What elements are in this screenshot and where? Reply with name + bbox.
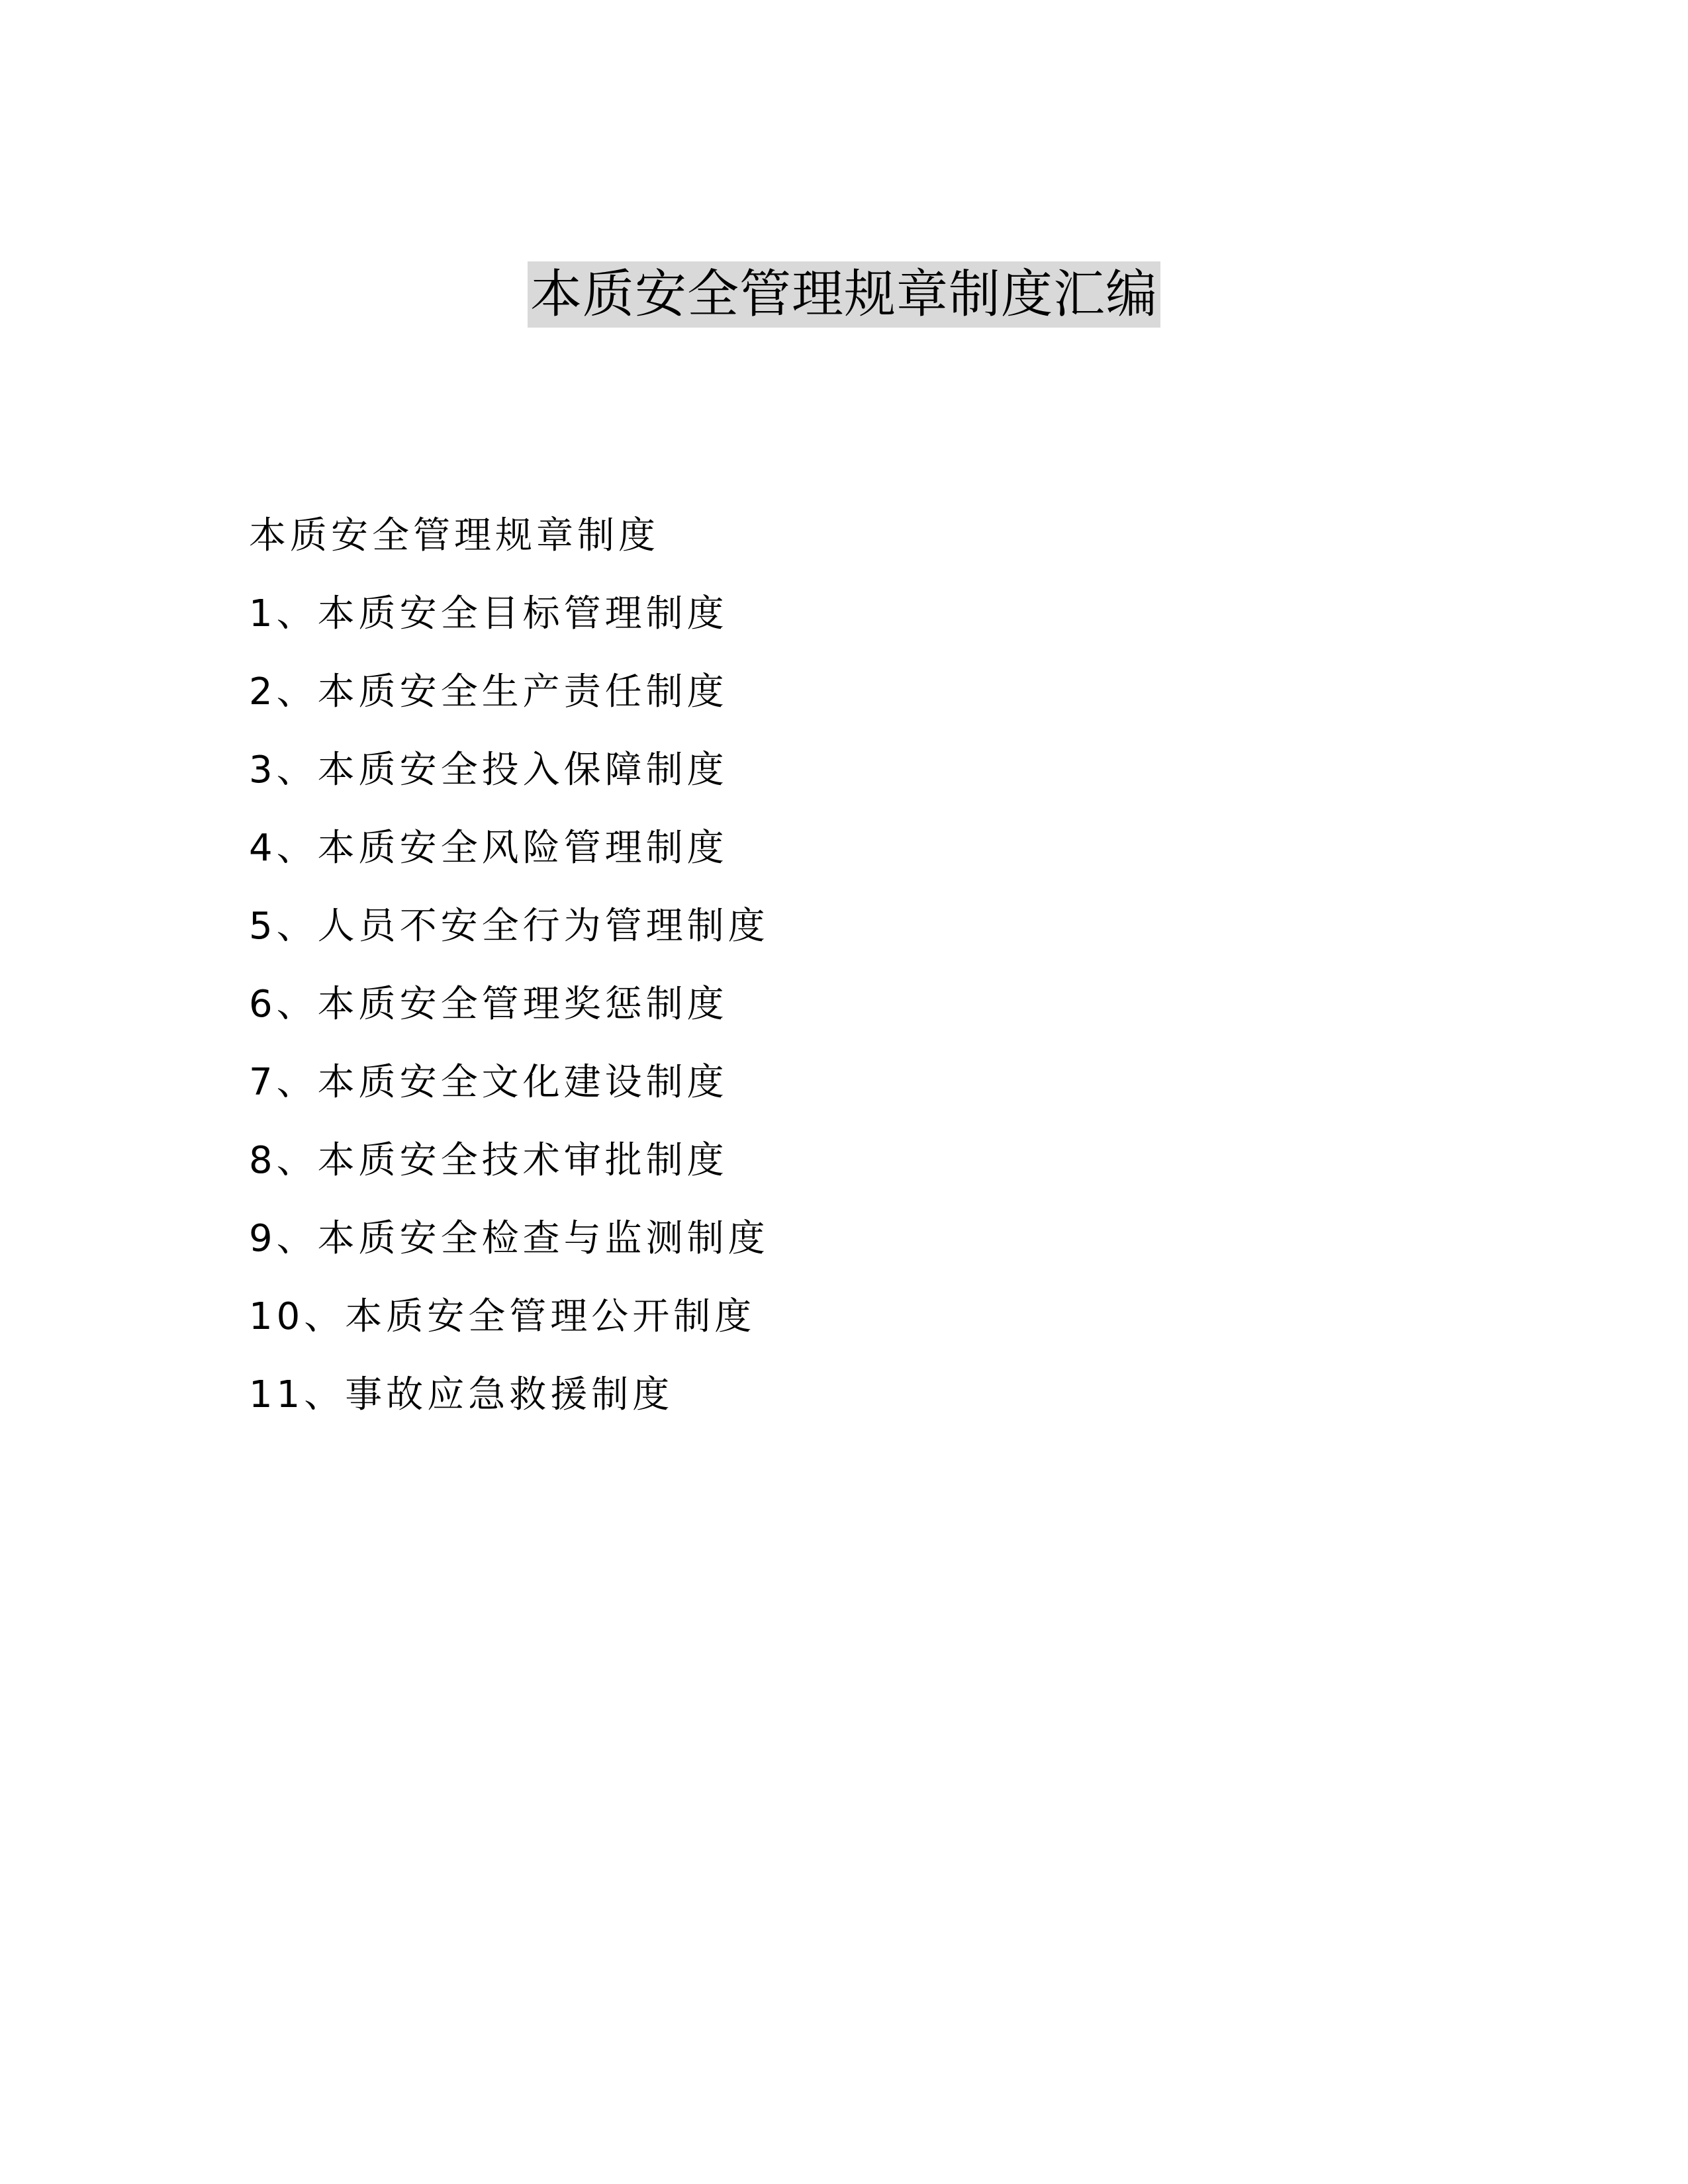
toc-item: 1、本质安全目标管理制度 bbox=[249, 592, 728, 635]
table-of-contents bbox=[249, 506, 1507, 1443]
title-container bbox=[0, 261, 1688, 328]
toc-item: 10、本质安全管理公开制度 bbox=[249, 1295, 756, 1338]
toc-item: 9、本质安全检查与监测制度 bbox=[249, 1217, 769, 1260]
toc-item: 3、本质安全投入保障制度 bbox=[249, 749, 728, 792]
toc-item: 5、人员不安全行为管理制度 bbox=[249, 905, 769, 948]
toc-heading: 本质安全管理规章制度 bbox=[249, 514, 659, 557]
toc-item: 8、本质安全技术审批制度 bbox=[249, 1139, 728, 1182]
toc-item: 4、本质安全风险管理制度 bbox=[249, 827, 728, 870]
toc-item: 6、本质安全管理奖惩制度 bbox=[249, 983, 728, 1026]
toc-item: 11、事故应急救援制度 bbox=[249, 1373, 674, 1416]
toc-item: 7、本质安全文化建设制度 bbox=[249, 1061, 728, 1104]
toc-item: 2、本质安全生产责任制度 bbox=[249, 670, 728, 713]
document-title: 本质安全管理规章制度汇编 bbox=[528, 261, 1160, 328]
